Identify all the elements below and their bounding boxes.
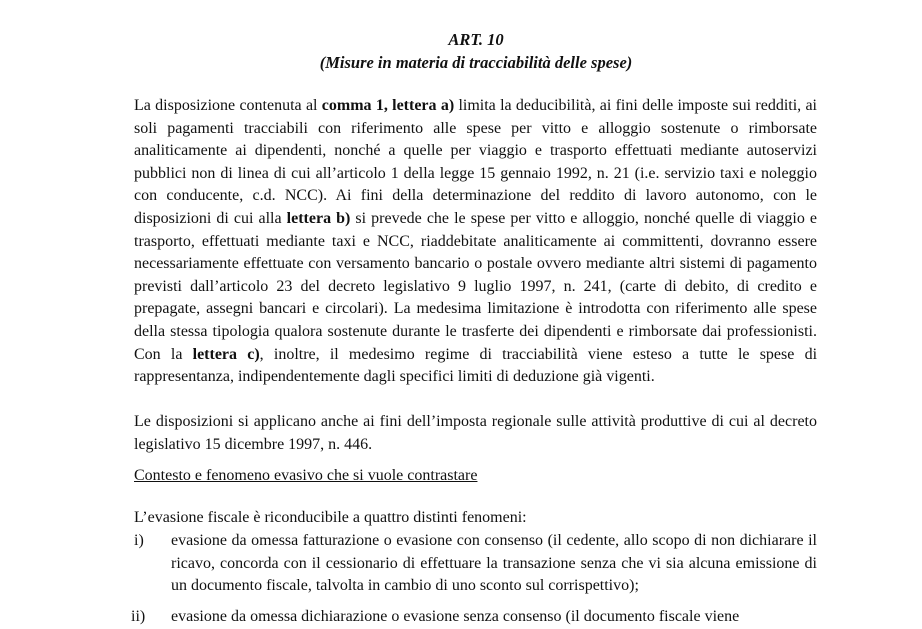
list-marker: i): [134, 532, 144, 549]
paragraph-1-text-a: La disposizione contenuta al: [134, 97, 322, 114]
section-heading: Contesto e fenomeno evasivo che si vuole contrastare: [134, 467, 478, 484]
paragraph-1-text-b: limita la deducibilità, ai fini delle imposte sui redditi, ai soli pagamenti tracciabili con riferimento alle spese per vitto e alloggio sostenute o rimborsate analiticamente ai dipendenti, nonché a quelle per viaggio e trasporto effettuati mediante autoservizi pubblici non di linea di cui all’articolo 1 della legge 15 gennaio 1992, n. 21 (i.e. servizio taxi e noleggio con conducente, c.d. NCC). Ai fini della determinazione del reddito di lavoro autonomo, con le disposizioni di cui alla: [134, 97, 817, 227]
list-item-text: evasione da omessa dichiarazione o evasione senza consenso (il documento fiscale viene: [171, 608, 740, 625]
list-item-text: evasione da omessa fatturazione o evasione con consenso (il cedente, allo scopo di non dichiarare il ricavo, concorda con il cessionario di effettuare la transazione senza che vi sia alcuna emissione di un documento fiscale, talvolta in cambio di uno sconto sul corrispettivo);: [171, 532, 817, 595]
paragraph-1-bold-lettera-b: lettera b): [286, 209, 351, 227]
paragraph-2: [134, 411, 817, 456]
paragraph-1-text-d: , inoltre, il medesimo regime di tracciabilità viene esteso a tutte le spese di rappresentanza, indipendentemente dagli specifici limiti di deduzione già vigenti.: [134, 345, 818, 386]
article-number: ART. 10: [448, 30, 504, 49]
intro-line: L’evasione fiscale è riconducibile a quattro distinti fenomeni:: [134, 509, 527, 526]
paragraph-2-text: Le disposizioni si applicano anche ai fini dell’imposta regionale sulle attività produttive di cui al decreto legislativo 15 dicembre 1997, n. 446.: [134, 413, 817, 453]
paragraph-1-bold-lettera-c: lettera c): [192, 345, 260, 363]
article-subtitle: (Misure in materia di tracciabilità delle spese): [319, 53, 633, 72]
paragraph-1: [134, 95, 817, 389]
list-marker: ii): [131, 608, 146, 625]
paragraph-1-bold-comma: comma 1, lettera a): [321, 97, 455, 114]
paragraph-1-text-c: si prevede che le spese per vitto e alloggio, nonché quelle di viaggio e trasporto, effettuati mediante taxi e NCC, riaddebitate analiticamente ai committenti, dovranno essere necessariamente effettuate con versamento bancario o postale ovvero mediante altri sistemi di pagamento previsti dall’articolo 23 del decreto legislativo 9 luglio 1997, n. 241, (carte di debito, di credito e prepagate, assegni bancari e circolari). La medesima limitazione è introdotta con riferimento alle spese della stessa tipologia qualora sostenute durante le trasferte dei dipendenti e rimborsate dai professionisti. Con la: [134, 209, 818, 363]
